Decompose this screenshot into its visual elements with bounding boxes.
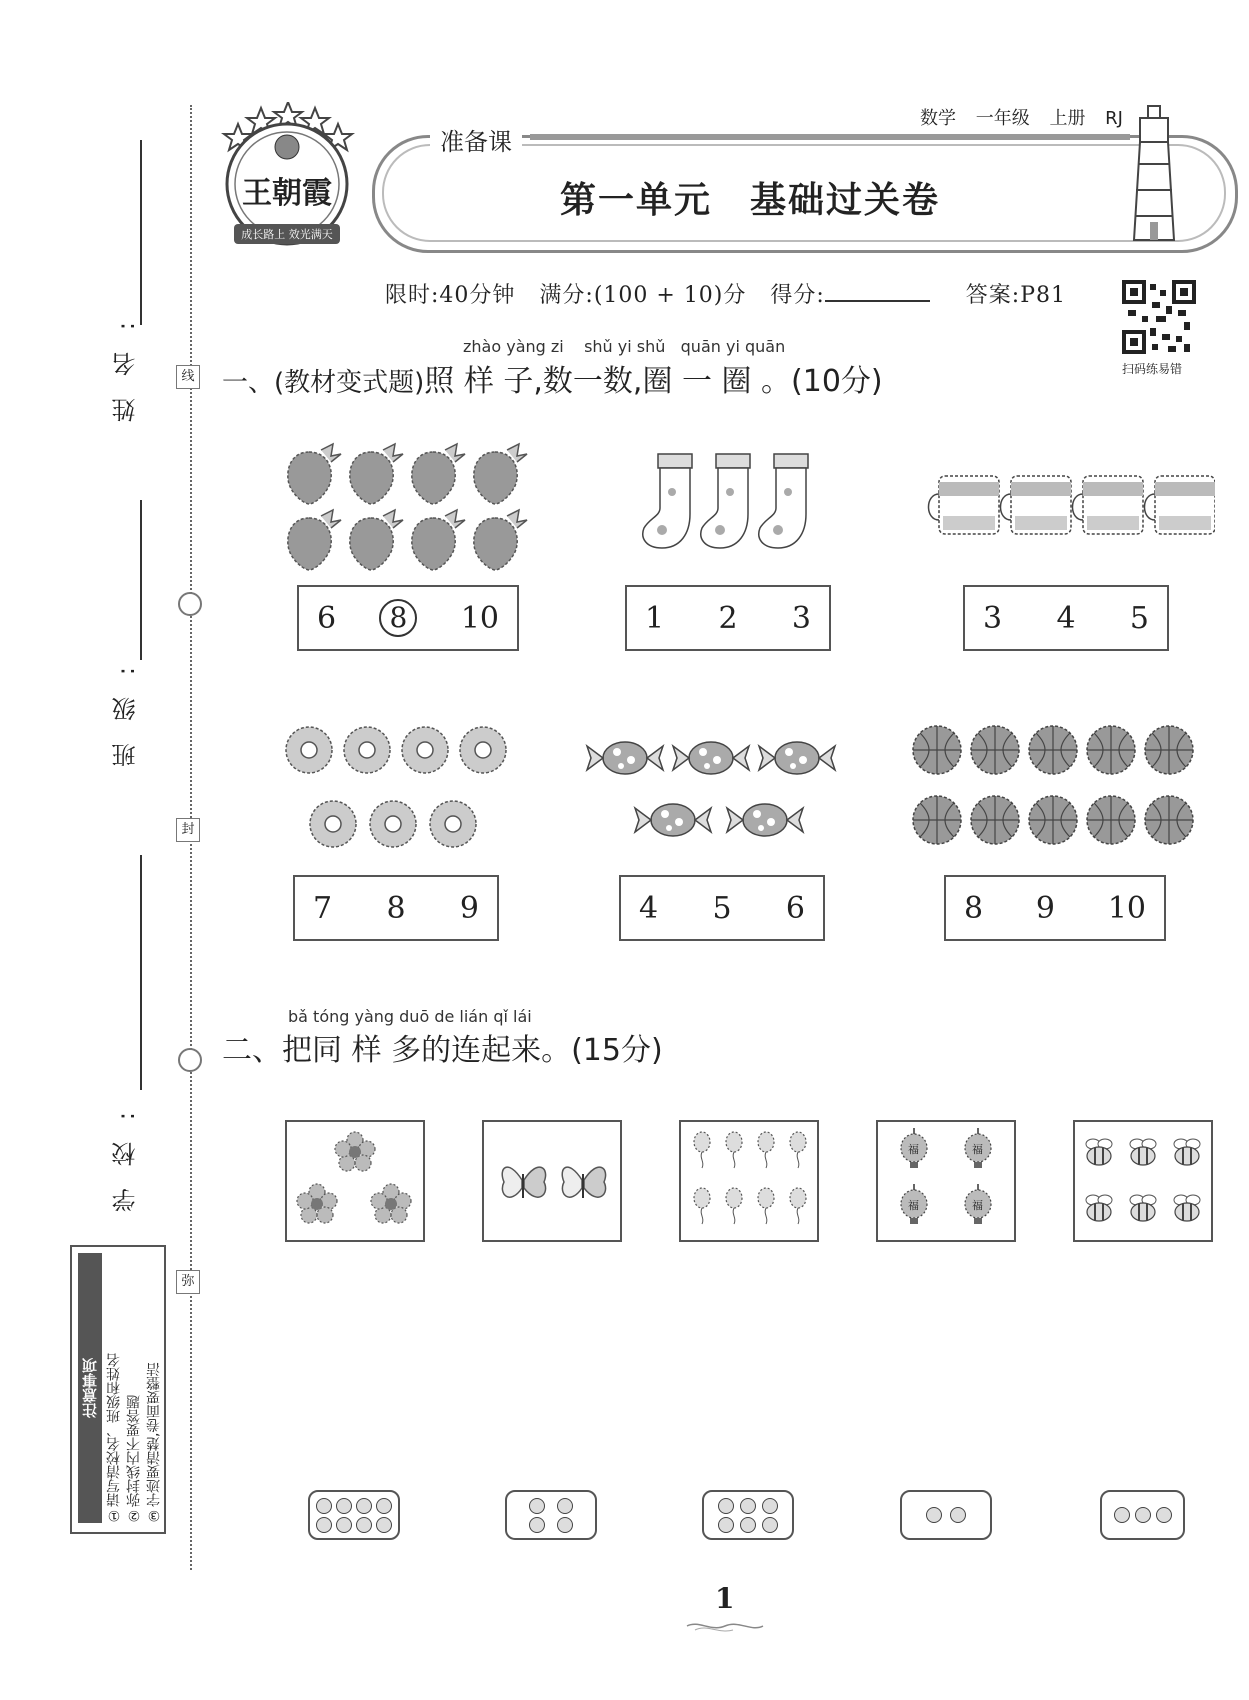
cup-icon bbox=[929, 476, 1000, 534]
strawberry-icon bbox=[474, 444, 527, 504]
q2-heading: 二、把同 样 多的连起来。(15分) bbox=[222, 1033, 663, 1068]
qr-code-icon bbox=[1122, 280, 1196, 354]
lantern-label: 福 bbox=[972, 1199, 983, 1212]
q1-heading bbox=[222, 356, 883, 400]
butterfly-icon bbox=[562, 1167, 605, 1198]
time-limit: 限时:40分钟 bbox=[385, 283, 516, 308]
bee-icon bbox=[1086, 1195, 1112, 1221]
sock-icon bbox=[643, 454, 692, 548]
notes-box bbox=[70, 1245, 166, 1534]
basketball-icon bbox=[1029, 726, 1077, 774]
seal-mark-bind: 弥 bbox=[176, 1270, 200, 1294]
balloon-icon bbox=[758, 1132, 774, 1168]
basketball-icon bbox=[971, 796, 1019, 844]
course-label: 准备课 bbox=[430, 122, 522, 157]
basketball-icon bbox=[971, 726, 1019, 774]
name-line bbox=[140, 140, 142, 325]
subject-meta: 数学 一年级 上册 RJ bbox=[920, 108, 1123, 129]
choice[interactable]: 8 bbox=[386, 890, 406, 926]
dot-card-6[interactable] bbox=[702, 1490, 794, 1540]
basketball-icon bbox=[1087, 796, 1135, 844]
choice[interactable]: 5 bbox=[712, 890, 732, 926]
donut-icon bbox=[286, 727, 332, 773]
answer-ref: 答案:P81 bbox=[965, 283, 1067, 308]
flower-icon bbox=[335, 1132, 375, 1171]
bee-icon bbox=[1174, 1139, 1200, 1165]
bee-icon bbox=[1130, 1139, 1156, 1165]
strawberry-icon bbox=[350, 444, 403, 504]
exam-info bbox=[385, 278, 1066, 309]
strawberry-icon bbox=[288, 510, 341, 570]
strawberry-icon bbox=[474, 510, 527, 570]
logo-slogan: 成长路上 效光满天 bbox=[241, 228, 333, 241]
choice[interactable]: 4 bbox=[1056, 600, 1076, 636]
donut-icon bbox=[370, 801, 416, 847]
balloon-icon bbox=[790, 1188, 806, 1224]
basketball-icon bbox=[913, 726, 961, 774]
lantern-label: 福 bbox=[908, 1143, 919, 1156]
choice-circled[interactable]: 8 bbox=[379, 599, 417, 637]
choice[interactable]: 7 bbox=[313, 890, 333, 926]
page-number: 1 bbox=[715, 1582, 735, 1615]
flower-icon bbox=[371, 1184, 411, 1223]
choice[interactable]: 3 bbox=[791, 600, 811, 636]
q1-choice-box-6 bbox=[944, 875, 1166, 941]
score-label: 得分: bbox=[770, 283, 825, 308]
donut-icon bbox=[402, 727, 448, 773]
school-label: 学校: bbox=[112, 1090, 140, 1213]
bee-icon bbox=[1086, 1139, 1112, 1165]
strawberry-icon bbox=[288, 444, 341, 504]
q2-pinyin: bǎ tóng yàng duō de lián qǐ lái bbox=[288, 1007, 532, 1026]
picture-box-lanterns[interactable] bbox=[876, 1120, 1016, 1242]
strawberry-icon bbox=[412, 510, 465, 570]
sock-group bbox=[640, 452, 820, 556]
candy-group bbox=[585, 738, 845, 852]
choice[interactable]: 4 bbox=[639, 890, 659, 926]
note-1: ①请写清校名、班级和姓名 bbox=[106, 1353, 122, 1523]
candy-icon bbox=[727, 804, 803, 836]
bee-icon bbox=[1130, 1195, 1156, 1221]
basketball-icon bbox=[1087, 726, 1135, 774]
dot-card-8[interactable] bbox=[308, 1490, 400, 1540]
q1-choice-box-2 bbox=[625, 585, 831, 651]
choice[interactable]: 10 bbox=[1107, 890, 1146, 926]
bee-icon bbox=[1174, 1195, 1200, 1221]
strawberry-icon bbox=[412, 444, 465, 504]
notes-head: 注意事项 bbox=[78, 1253, 102, 1523]
class-label: 班级: bbox=[112, 645, 140, 768]
banner-top-stripe bbox=[530, 134, 1130, 140]
picture-box-butterflies[interactable] bbox=[482, 1120, 622, 1242]
choice[interactable]: 10 bbox=[460, 600, 499, 636]
basketball-group bbox=[912, 725, 1202, 851]
lighthouse-icon bbox=[1126, 104, 1182, 244]
choice[interactable]: 9 bbox=[1035, 890, 1055, 926]
q1-text: 照 样 子,数一数,圈 一 圈 。(10分) bbox=[424, 364, 883, 399]
butterfly-icon bbox=[502, 1167, 545, 1198]
balloon-icon bbox=[726, 1188, 742, 1224]
lantern-label: 福 bbox=[908, 1199, 919, 1212]
q1-pinyin: zhào yàng zi shǔ yi shǔ quān yi quān bbox=[463, 337, 786, 356]
q1-choice-box-1 bbox=[297, 585, 519, 651]
choice[interactable]: 9 bbox=[459, 890, 479, 926]
balloon-icon bbox=[758, 1188, 774, 1224]
q1-choice-box-4 bbox=[293, 875, 499, 941]
basketball-icon bbox=[1029, 796, 1077, 844]
cup-icon bbox=[1145, 476, 1216, 534]
choice[interactable]: 1 bbox=[645, 600, 665, 636]
flower-icon bbox=[297, 1184, 337, 1223]
full-score: 满分:(100 + 10)分 bbox=[539, 283, 747, 308]
seal-swirl-icon bbox=[178, 592, 202, 616]
choice[interactable]: 2 bbox=[718, 600, 738, 636]
class-line bbox=[140, 500, 142, 660]
score-blank[interactable] bbox=[825, 280, 930, 302]
basketball-icon bbox=[1145, 796, 1193, 844]
name-label: 姓名: bbox=[112, 300, 140, 423]
basketball-icon bbox=[913, 796, 961, 844]
qr-caption: 扫码练易错 bbox=[1122, 362, 1183, 376]
choice[interactable]: 6 bbox=[785, 890, 805, 926]
brand-logo bbox=[212, 102, 362, 252]
donut-icon bbox=[460, 727, 506, 773]
dot-card-2[interactable] bbox=[900, 1490, 992, 1540]
q1-choice-box-5 bbox=[619, 875, 825, 941]
donut-group bbox=[285, 726, 515, 854]
q1-choice-box-3 bbox=[963, 585, 1169, 651]
candy-icon bbox=[635, 804, 711, 836]
balloon-icon bbox=[790, 1132, 806, 1168]
picture-box-flowers[interactable] bbox=[285, 1120, 425, 1242]
choice[interactable]: 8 bbox=[964, 890, 984, 926]
sock-icon bbox=[759, 454, 808, 548]
note-2: ②弥封线内不要答题 bbox=[126, 1395, 142, 1523]
sock-icon bbox=[701, 454, 750, 548]
candy-icon bbox=[759, 742, 835, 774]
lantern-label: 福 bbox=[972, 1143, 983, 1156]
seal-mark-seal: 封 bbox=[176, 818, 200, 842]
donut-icon bbox=[430, 801, 476, 847]
picture-box-balloons[interactable] bbox=[679, 1120, 819, 1242]
picture-box-bees[interactable] bbox=[1073, 1120, 1213, 1242]
strawberry-group bbox=[285, 442, 545, 576]
candy-icon bbox=[587, 742, 663, 774]
choice[interactable]: 6 bbox=[317, 600, 337, 636]
balloon-icon bbox=[694, 1132, 710, 1168]
donut-icon bbox=[310, 801, 356, 847]
note-3: ③字迹要清楚,卷面要整洁 bbox=[146, 1362, 162, 1523]
seal-swirl-icon bbox=[178, 1048, 202, 1072]
choice[interactable]: 3 bbox=[983, 600, 1003, 636]
basketball-icon bbox=[1145, 726, 1193, 774]
donut-icon bbox=[344, 727, 390, 773]
page-title: 第一单元 基础过关卷 bbox=[560, 180, 941, 221]
cup-icon bbox=[1073, 476, 1144, 534]
school-line bbox=[140, 855, 142, 1090]
wave-ornament-icon bbox=[685, 1618, 765, 1638]
dot-card-3[interactable] bbox=[1100, 1490, 1185, 1540]
strawberry-icon bbox=[350, 510, 403, 570]
balloon-icon bbox=[694, 1188, 710, 1224]
balloon-icon bbox=[726, 1132, 742, 1168]
logo-name: 王朝霞 bbox=[242, 176, 332, 211]
cup-group bbox=[925, 472, 1215, 546]
seal-mark-line: 线 bbox=[176, 365, 200, 389]
q1-prefix: 一、(教材变式题) bbox=[222, 368, 425, 398]
choice[interactable]: 5 bbox=[1129, 600, 1149, 636]
cup-icon bbox=[1001, 476, 1072, 534]
dot-card-4[interactable] bbox=[505, 1490, 597, 1540]
candy-icon bbox=[673, 742, 749, 774]
